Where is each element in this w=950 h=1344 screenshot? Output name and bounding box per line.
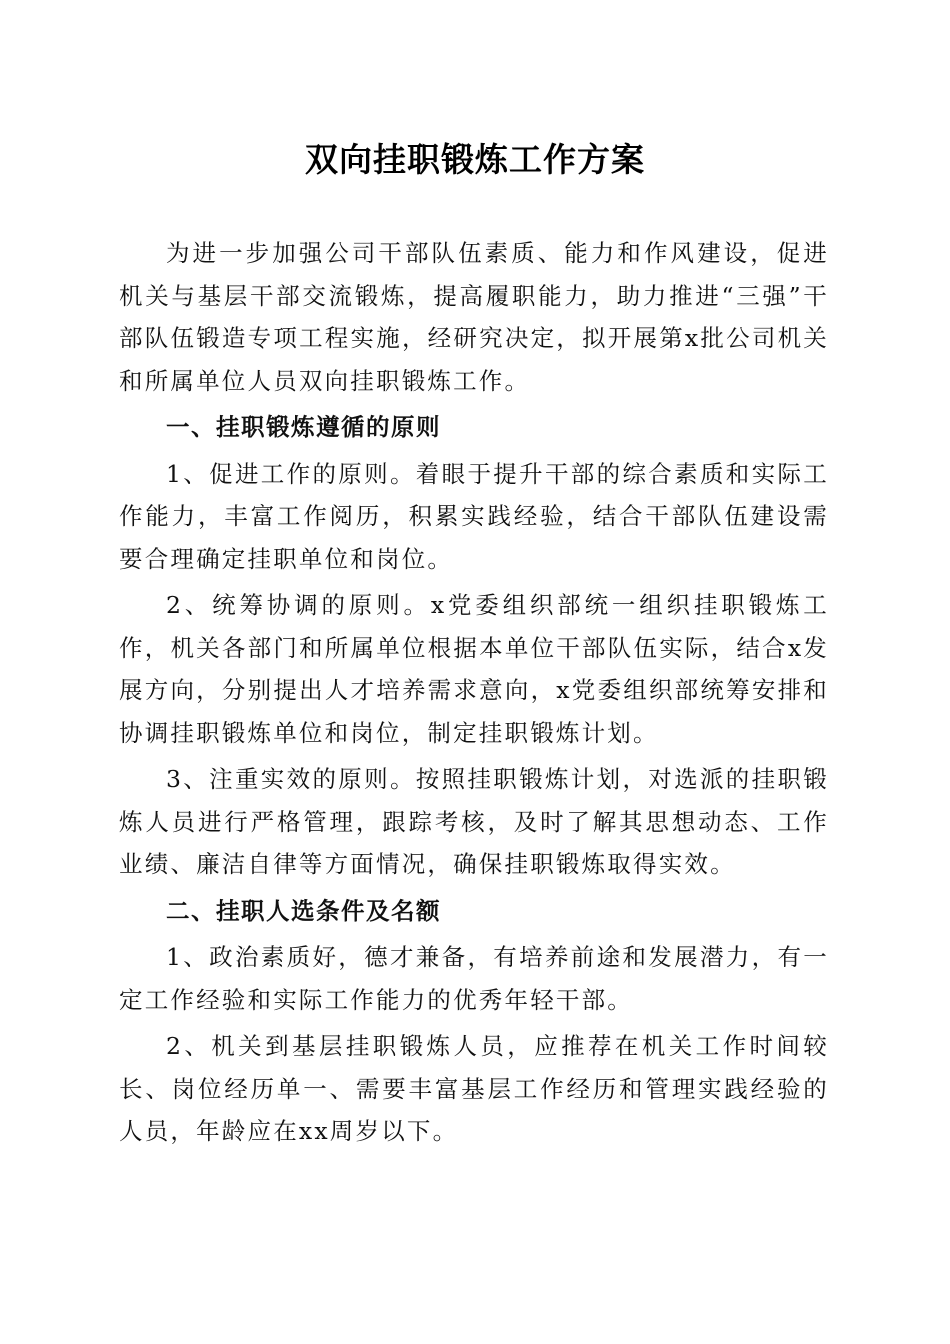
section-heading-principles: 一、挂职锻炼遵循的原则	[166, 413, 441, 441]
intro-paragraph: 为进一步加强公司干部队伍素质、能力和作风建设，促进机关与基层干部交流锻炼，提高履职能力，助力推进“三强”干部队伍锻造专项工程实施，经研究决定，拟开展第x批公司机关和所属单位人员双向挂职锻炼工作。	[119, 239, 829, 395]
condition-item: 2、机关到基层挂职锻炼人员，应推荐在机关工作时间较长、岗位经历单一、需要丰富基层工作经历和管理实践经验的人员，年龄应在xx周岁以下。	[119, 1032, 829, 1145]
document-body	[119, 232, 829, 1157]
principle-item: 2、统筹协调的原则。x党委组织部统一组织挂职锻炼工作，机关各部门和所属单位根据本单位干部队伍实际，结合x发展方向，分别提出人才培养需求意向，x党委组织部统筹安排和协调挂职锻炼单位和岗位，制定挂职锻炼计划。	[119, 591, 829, 747]
principle-item: 1、促进工作的原则。着眼于提升干部的综合素质和实际工作能力，丰富工作阅历，积累实践经验，结合干部队伍建设需要合理确定挂职单位和岗位。	[119, 459, 829, 573]
document-title: 双向挂职锻炼工作方案	[305, 140, 645, 179]
section-heading-conditions: 二、挂职人选条件及名额	[166, 896, 441, 925]
condition-item: 1、政治素质好，德才兼备，有培养前途和发展潜力，有一定工作经验和实际工作能力的优秀年轻干部。	[119, 943, 829, 1014]
principle-item: 3、注重实效的原则。按照挂职锻炼计划，对选派的挂职锻炼人员进行严格管理，跟踪考核，及时了解其思想动态、工作业绩、廉洁自律等方面情况，确保挂职锻炼取得实效。	[119, 765, 829, 878]
